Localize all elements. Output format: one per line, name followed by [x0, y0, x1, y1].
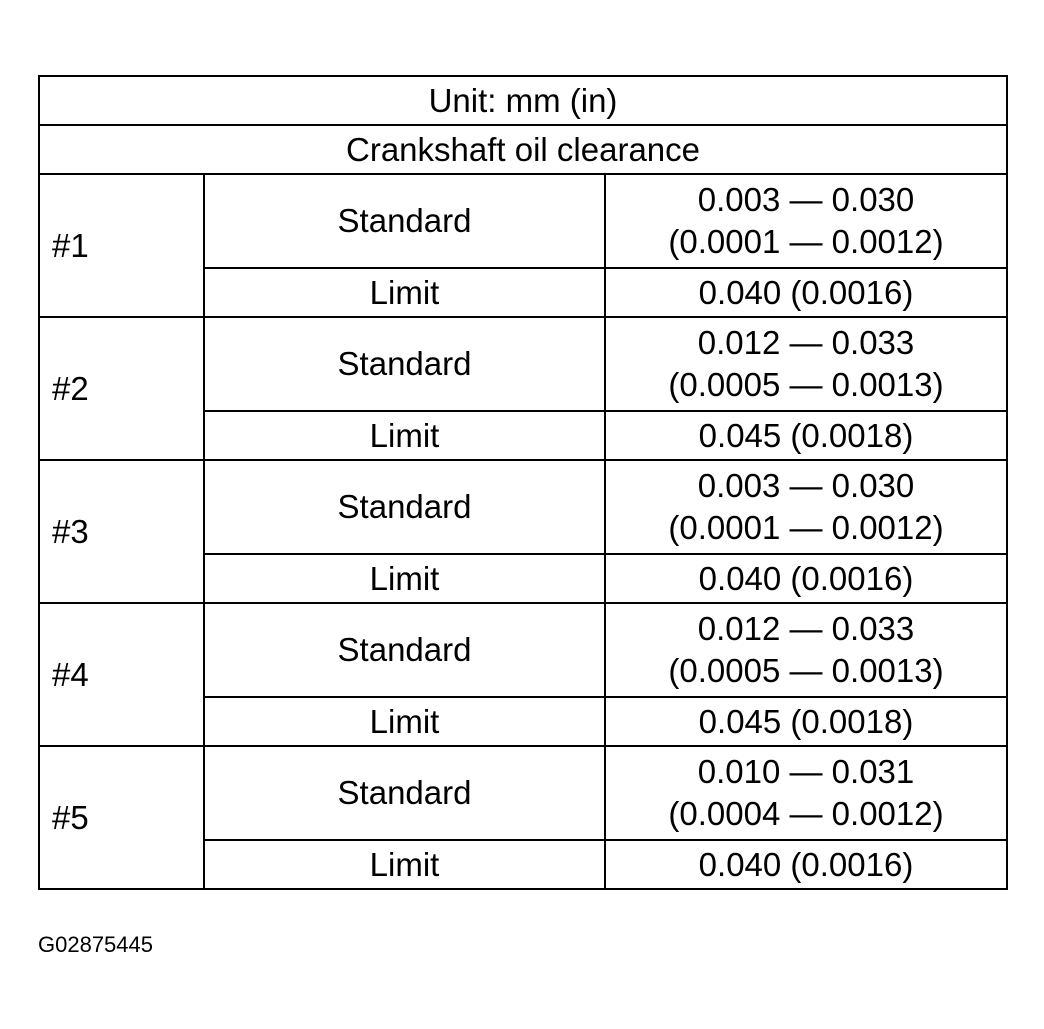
standard-value: [605, 317, 1007, 411]
standard-row: [39, 174, 1007, 268]
standard-value-in: (0.0004 — 0.0012): [668, 795, 944, 832]
crankshaft-oil-clearance-table: [38, 75, 1008, 890]
standard-value-in: (0.0005 — 0.0013): [668, 652, 944, 689]
standard-value-in: (0.0005 — 0.0013): [668, 366, 944, 403]
limit-label: Limit: [204, 554, 605, 603]
table-body: [39, 76, 1007, 889]
limit-value: 0.040 (0.0016): [605, 268, 1007, 317]
limit-value: 0.040 (0.0016): [605, 554, 1007, 603]
standard-label: Standard: [204, 174, 605, 268]
journal-label: #2: [39, 317, 204, 460]
journal-label: #3: [39, 460, 204, 603]
standard-label: Standard: [204, 317, 605, 411]
standard-row: [39, 603, 1007, 697]
standard-label: Standard: [204, 603, 605, 697]
unit-row: [39, 76, 1007, 125]
title-row: [39, 125, 1007, 174]
standard-label: Standard: [204, 746, 605, 840]
standard-value-mm: 0.003 — 0.030: [697, 467, 915, 504]
standard-value-mm: 0.003 — 0.030: [697, 181, 915, 218]
standard-value-mm: 0.012 — 0.033: [697, 324, 915, 361]
standard-row: [39, 746, 1007, 840]
journal-label: #1: [39, 174, 204, 317]
journal-label: #4: [39, 603, 204, 746]
figure-id: G02875445: [38, 932, 153, 957]
journal-label: #5: [39, 746, 204, 889]
limit-label: Limit: [204, 268, 605, 317]
unit-label: Unit: mm (in): [39, 76, 1007, 125]
standard-label: Standard: [204, 460, 605, 554]
limit-value: 0.045 (0.0018): [605, 697, 1007, 746]
limit-value: 0.040 (0.0016): [605, 840, 1007, 889]
standard-value-in: (0.0001 — 0.0012): [668, 223, 944, 260]
limit-label: Limit: [204, 697, 605, 746]
standard-value: [605, 174, 1007, 268]
standard-row: [39, 317, 1007, 411]
standard-row: [39, 460, 1007, 554]
standard-value: [605, 460, 1007, 554]
limit-value: 0.045 (0.0018): [605, 411, 1007, 460]
limit-label: Limit: [204, 411, 605, 460]
standard-value-in: (0.0001 — 0.0012): [668, 509, 944, 546]
standard-value: [605, 746, 1007, 840]
standard-value-mm: 0.010 — 0.031: [697, 753, 915, 790]
standard-value: [605, 603, 1007, 697]
limit-label: Limit: [204, 840, 605, 889]
standard-value-mm: 0.012 — 0.033: [697, 610, 915, 647]
table-title: Crankshaft oil clearance: [39, 125, 1007, 174]
